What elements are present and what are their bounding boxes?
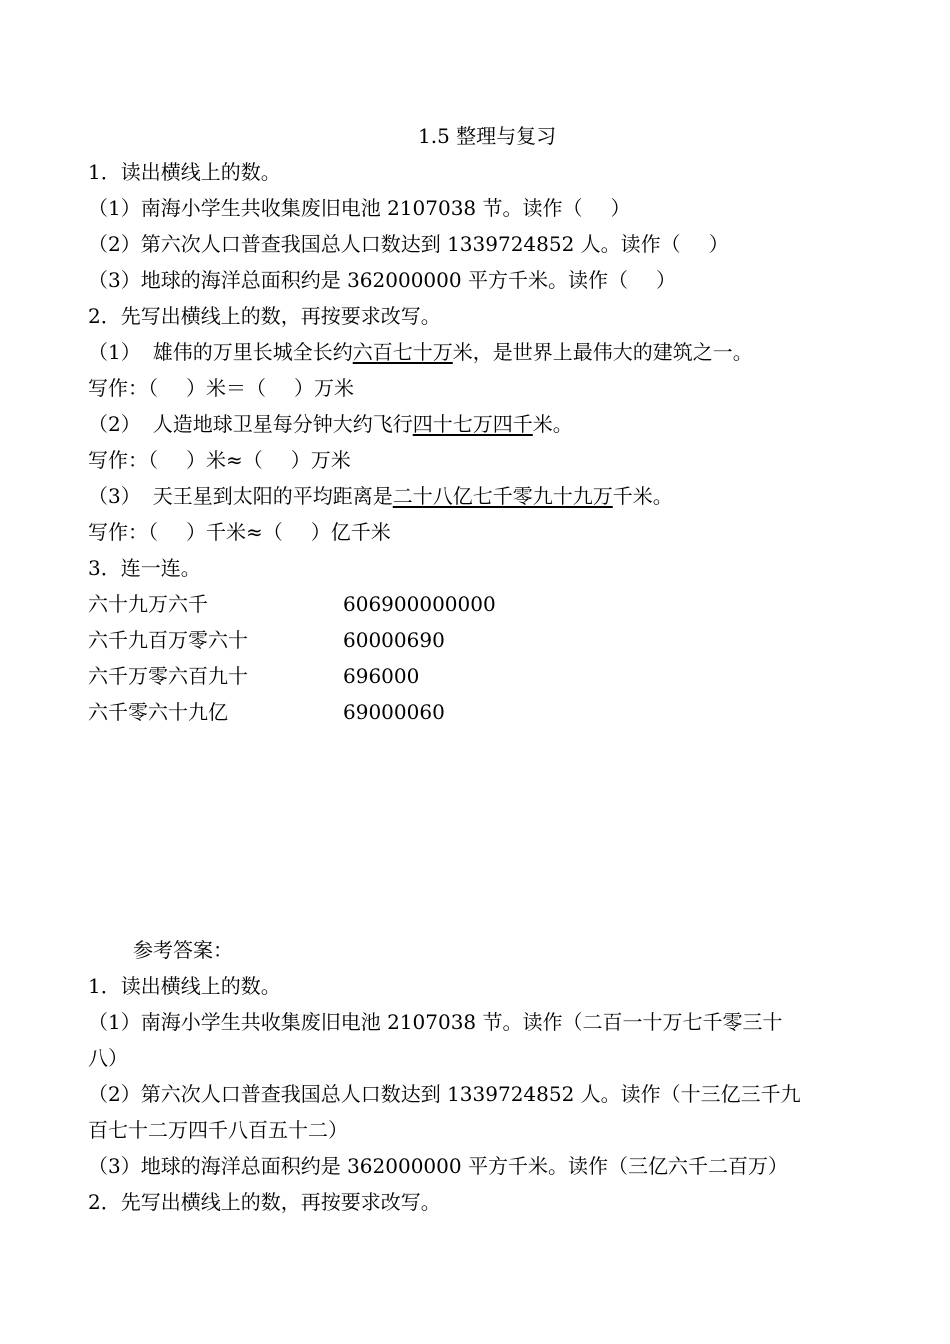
match-right-4: 69000060 [343, 700, 445, 724]
write-part: ）千米≈（ [186, 520, 283, 544]
q1-item-3 [88, 267, 676, 293]
write-part: （ [148, 448, 158, 472]
q2-item-2-post: 米。 [532, 412, 573, 436]
write-part: ）万米 [290, 448, 351, 472]
q1-item-1 [88, 195, 631, 221]
q2-item-3-post: 千米。 [612, 484, 673, 508]
write-label: 写作： [88, 520, 148, 544]
answers-heading: 参考答案： [133, 938, 233, 962]
q1-item-2-text: （2）第六次人口普查我国总人口数达到 1339724852 人。读作（ [88, 232, 681, 256]
write-part: ）米＝（ [186, 376, 266, 400]
answer-line-5: （3）地球的海洋总面积约是 362000000 平方千米。读作（三亿六千二百万） [88, 1154, 788, 1178]
q1-item-3-text: （3）地球的海洋总面积约是 362000000 平方千米。读作（ [88, 268, 628, 292]
answer-line-1: （1）南海小学生共收集废旧电池 2107038 节。读作（二百一十万七千零三十 [88, 1010, 783, 1034]
q2-heading: 2．先写出横线上的数，再按要求改写。 [88, 304, 441, 328]
q1-item-1-text: （1）南海小学生共收集废旧电池 2107038 节。读作（ [88, 196, 583, 220]
write-part: ）亿千米 [310, 520, 391, 544]
q2-item-1-write [88, 375, 354, 401]
write-label: 写作： [88, 376, 148, 400]
q1-item-2-close: ） [708, 232, 729, 256]
match-left-1: 六十九万六千 [88, 592, 208, 616]
q2-item-3-write [88, 519, 391, 545]
q1-item-3-close: ） [655, 268, 676, 292]
answer-line-4: 百七十二万四千八百五十二） [88, 1118, 348, 1142]
q1-item-2 [88, 231, 729, 257]
match-right-2: 60000690 [343, 628, 445, 652]
match-left-2: 六千九百万零六十 [88, 628, 248, 652]
q2-item-3-underlined: 二十八亿七千零九十九万 [392, 484, 613, 508]
q1-heading: 1．读出横线上的数。 [88, 160, 281, 184]
match-left-3: 六千万零六百九十 [88, 664, 248, 688]
match-left-4: 六千零六十九亿 [88, 700, 228, 724]
q2-item-3-pre: 天王星到太阳的平均距离是 [152, 484, 393, 508]
q2-item-2-num: （2） [88, 412, 141, 436]
q2-item-1-num: （1） [88, 340, 141, 364]
q2-item-2-write [88, 447, 351, 473]
q2-item-2-pre: 人造地球卫星每分钟大约飞行 [152, 412, 413, 436]
q2-item-2-underlined: 四十七万四千 [412, 412, 533, 436]
q2-item-1-post: 米，是世界上最伟大的建筑之一。 [452, 340, 753, 364]
q2-item-3 [88, 483, 673, 509]
q1-item-1-close: ） [610, 196, 631, 220]
q2-item-1-underlined: 六百七十万 [352, 340, 453, 364]
write-part: （ [148, 520, 158, 544]
write-label: 写作： [88, 448, 148, 472]
q2-item-3-num: （3） [88, 484, 141, 508]
answer-line-2: 八） [88, 1046, 128, 1070]
write-part: ）万米 [294, 376, 354, 400]
q2-item-1-pre: 雄伟的万里长城全长约 [152, 340, 353, 364]
q2-item-2 [88, 411, 573, 437]
q3-heading: 3．连一连。 [88, 556, 201, 580]
answer-line-3: （2）第六次人口普查我国总人口数达到 1339724852 人。读作（十三亿三千九 [88, 1082, 801, 1106]
match-right-3: 696000 [343, 664, 420, 688]
match-right-1: 606900000000 [343, 592, 496, 616]
answers-q2-heading: 2．先写出横线上的数，再按要求改写。 [88, 1190, 441, 1214]
write-part: ）米≈（ [186, 448, 263, 472]
answers-q1-heading: 1．读出横线上的数。 [88, 974, 281, 998]
page-title: 1.5 整理与复习 [418, 124, 557, 148]
write-part: （ [148, 376, 158, 400]
q2-item-1 [88, 339, 753, 365]
